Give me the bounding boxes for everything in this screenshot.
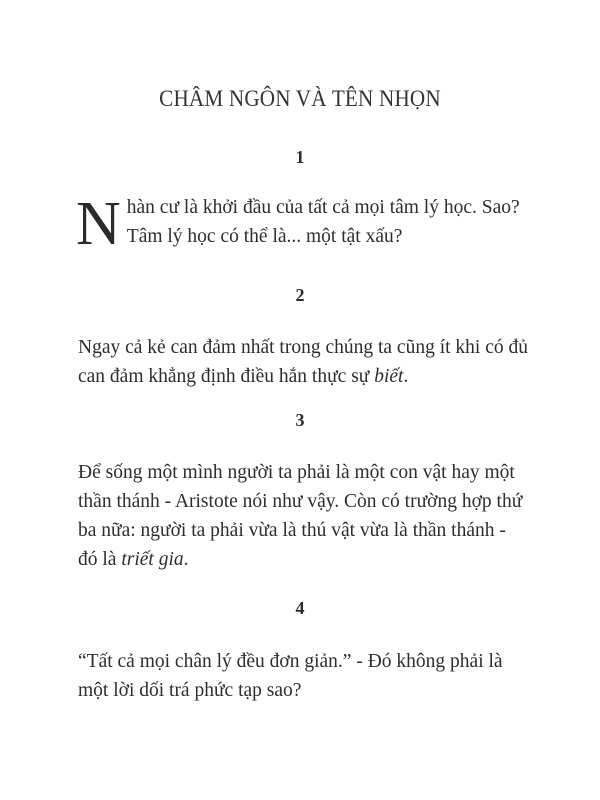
aphorism-2-end: . xyxy=(403,366,409,387)
aphorism-2-emphasis: biết xyxy=(374,366,404,387)
aphorism-3-text: Để sống một mình người ta phải là một con vật hay một thần thánh - Aristote nói như vậy. Còn có trường hợp thứ ba nữa: người ta phải vừa là thú vật vừa là thần thánh - đó là xyxy=(78,462,523,570)
aphorism-2 xyxy=(78,333,528,391)
chapter-title: CHÂM NGÔN VÀ TÊN NHỌN xyxy=(159,86,441,111)
aphorism-3-emphasis: triết gia xyxy=(121,549,184,570)
aphorism-3-end: . xyxy=(183,549,189,570)
aphorism-1 xyxy=(76,190,528,258)
aphorism-number-1: 1 xyxy=(295,147,305,167)
aphorism-4 xyxy=(78,647,528,705)
aphorism-number-2: 2 xyxy=(295,285,305,305)
aphorism-2-text: Ngay cả kẻ can đảm nhất trong chúng ta cũng ít khi có đủ can đảm khẳng định điều hắn thực sự xyxy=(78,337,528,387)
aphorism-1-text: hàn cư là khởi đầu của tất cả mọi tâm lý học. Sao? Tâm lý học có thể là... một tật xấu? xyxy=(126,197,520,247)
aphorism-3 xyxy=(78,458,528,574)
aphorism-number-3: 3 xyxy=(295,410,305,430)
aphorism-4-text: “Tất cả mọi chân lý đều đơn giản.” - Đó không phải là một lời dối trá phức tạp sao? xyxy=(78,651,503,701)
drop-cap: N xyxy=(76,190,121,258)
aphorism-number-4: 4 xyxy=(295,598,305,618)
